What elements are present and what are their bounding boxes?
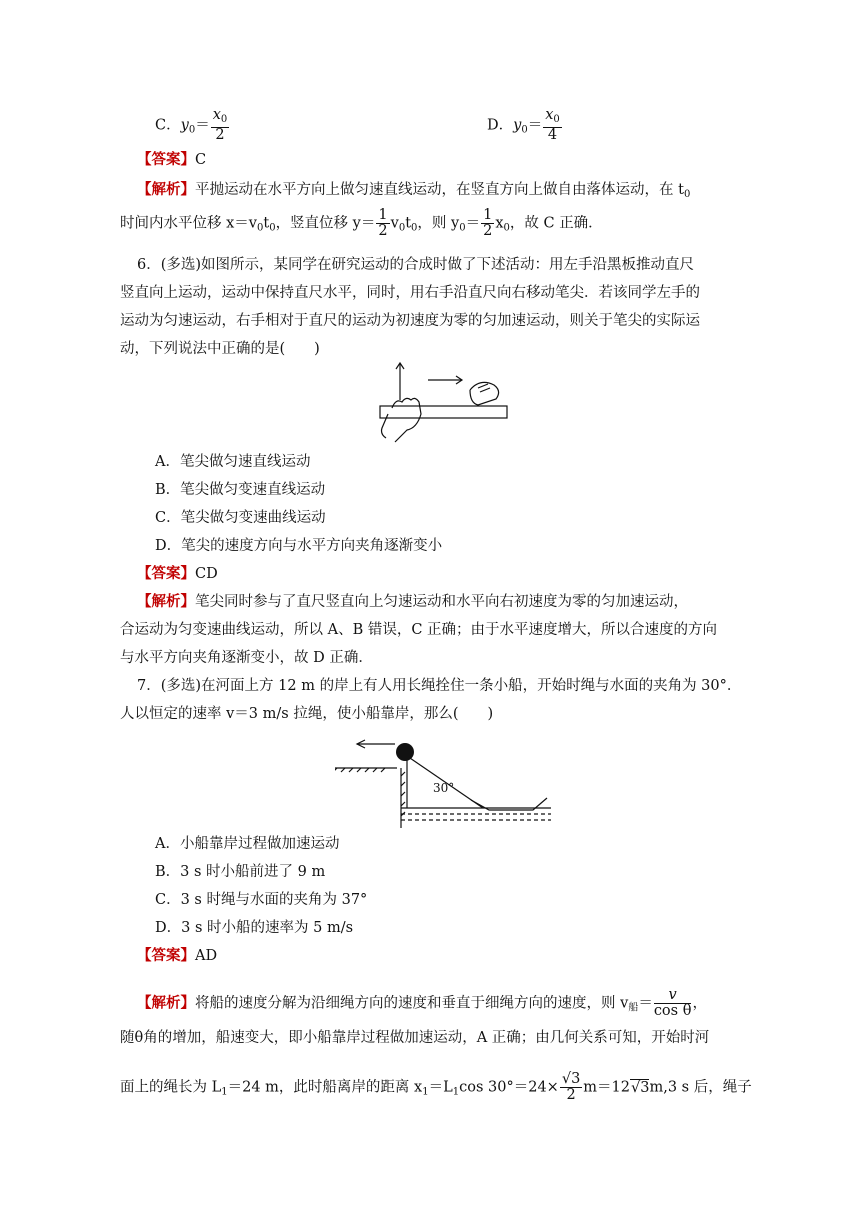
q6-analysis-2: 合运动为匀变速曲线运动，所以 A、B 错误，C 正确；由于水平速度增大，所以合速度的方向 bbox=[120, 622, 718, 638]
analysis-text: 时间内水平位移 x＝v bbox=[120, 215, 257, 232]
answer-tag: 【答案】 bbox=[137, 948, 195, 964]
fraction: $\frac{v}{\text{cos θ}}$ bbox=[653, 987, 692, 1019]
q7-option-a: A．小船靠岸过程做加速运动 bbox=[155, 836, 340, 852]
fraction: $\frac{√3}{2}$ bbox=[561, 1071, 581, 1103]
q6-analysis-3: 与水平方向夹角逐渐变小，故 D 正确． bbox=[120, 650, 373, 666]
option-label: D． bbox=[487, 117, 514, 134]
q7-stem-1: 7．(多选)在河面上方 12 m 的岸上有人用长绳拴住一条小船，开始时绳与水面的夹角为 30°． bbox=[137, 678, 742, 694]
analysis-text: ，则 y bbox=[417, 215, 460, 232]
q7-option-b: B．3 s 时小船前进了 9 m bbox=[155, 864, 326, 880]
var-y: y bbox=[513, 117, 522, 134]
subscript: 0 bbox=[220, 114, 228, 125]
q6-option-a: A．笔尖做匀速直线运动 bbox=[155, 454, 311, 470]
subscript: 0 bbox=[553, 114, 560, 125]
q6-stem-3: 运动为匀速运动，右手相对于直尺的运动为初速度为零的匀加速运动，则关于笔尖的实际运 bbox=[120, 313, 700, 329]
q7-stem-2: 人以恒定的速率 v＝3 m/s 拉绳，使小船靠岸，那么( ) bbox=[120, 706, 494, 722]
q6-stem-2: 竖直向上运动，运动中保持直尺水平，同时，用右手沿直尺向右移动笔尖．若该同学左手的 bbox=[120, 285, 700, 301]
analysis-tag: 【解析】 bbox=[137, 182, 195, 198]
analysis-text: t bbox=[405, 215, 412, 232]
q7-analysis-1 bbox=[137, 988, 707, 1019]
q6-option-b: B．笔尖做匀变速直线运动 bbox=[155, 482, 326, 498]
analysis-text: 平抛运动在水平方向上做匀速直线运动，在竖直方向上做自由落体运动，在 t bbox=[195, 182, 684, 198]
subscript: 船 bbox=[628, 1002, 639, 1014]
q5-analysis-line2: 时间内水平位移 $x=v_0t_0$，竖直位移 y＝ $\frac{1}{2}$ $v_0t_0$，则 $y_0=$ $\frac{1}{2}$ $x_0$，故 C 正确． bbox=[120, 207, 603, 239]
q7-analysis-2: 随θ角的增加，船速变大，即小船靠岸过程做加速运动，A 正确；由几何关系可知，开始时河 bbox=[120, 1030, 710, 1046]
q5-option-c bbox=[155, 108, 230, 143]
var-x: x bbox=[212, 107, 221, 123]
q6-stem-1: 6．(多选)如图所示，某同学在研究运动的合成时做了下述活动：用左手沿黑板推动直尺 bbox=[137, 257, 695, 273]
analysis-text: 将船的速度分解为沿细绳方向的速度和垂直于细绳方向的速度，则 v bbox=[195, 995, 629, 1012]
analysis-text: m,3 s 后，绳子 bbox=[649, 1079, 752, 1096]
q7-option-d: D．3 s 时小船的速率为 5 m/s bbox=[155, 920, 354, 936]
analysis-tag: 【解析】 bbox=[137, 995, 195, 1012]
subscript: 0 bbox=[683, 189, 691, 200]
option-label: C． bbox=[155, 117, 181, 134]
denominator: 2 bbox=[215, 127, 225, 143]
q6-option-d: D．笔尖的速度方向与水平方向夹角逐渐变小 bbox=[155, 538, 443, 554]
analysis-text: v bbox=[390, 215, 399, 232]
denominator: 4 bbox=[547, 127, 558, 143]
q6-analysis-1 bbox=[137, 592, 688, 612]
angle-label: 30° bbox=[433, 781, 455, 795]
analysis-text: m＝12 bbox=[583, 1079, 630, 1096]
q5-answer bbox=[137, 150, 206, 170]
var-x: x bbox=[545, 107, 554, 123]
fraction bbox=[543, 108, 562, 143]
subscript: 0 bbox=[521, 124, 528, 136]
q5-analysis-line1 bbox=[137, 180, 690, 205]
subscript: 0 bbox=[188, 124, 196, 136]
q7-analysis-3: 面上的绳长为 $L_1=24$ m，此时船离岸的距离 $x_1=L_1\cos$ 30°＝24× $\frac{√3}{2}$ m＝12√3m,3 s 后，绳子 bbox=[120, 1071, 752, 1103]
ruler-hand-figure bbox=[370, 360, 510, 445]
analysis-text: ，故 C 正确． bbox=[509, 215, 603, 232]
sqrt: √3 bbox=[631, 1079, 650, 1096]
answer-value: AD bbox=[195, 948, 218, 964]
analysis-text: cos 30°＝24× bbox=[459, 1079, 559, 1096]
analysis-tag: 【解析】 bbox=[137, 594, 195, 610]
q6-answer bbox=[137, 564, 218, 584]
fraction-half: $\frac{1}{2}$ bbox=[378, 207, 388, 239]
answer-value: CD bbox=[195, 566, 218, 582]
q6-stem-4: 动，下列说法中正确的是( ) bbox=[120, 341, 320, 357]
analysis-text: ，竖直位移 y＝ bbox=[275, 215, 376, 232]
fraction bbox=[211, 108, 230, 143]
analysis-text: 面上的绳长为 L bbox=[120, 1079, 222, 1096]
equals: ＝ bbox=[527, 117, 543, 134]
q5-option-d bbox=[487, 108, 563, 143]
var-y: y bbox=[180, 117, 189, 134]
answer-tag: 【答案】 bbox=[137, 152, 195, 168]
q7-answer bbox=[137, 946, 217, 966]
analysis-text: ， bbox=[692, 995, 707, 1012]
fraction-half: $\frac{1}{2}$ bbox=[483, 207, 493, 239]
answer-value: C bbox=[195, 152, 207, 168]
equals: ＝ bbox=[195, 117, 210, 134]
analysis-text: ＝L bbox=[428, 1079, 453, 1096]
q7-option-c: C．3 s 时绳与水面的夹角为 37° bbox=[155, 892, 368, 908]
answer-tag: 【答案】 bbox=[137, 566, 195, 582]
analysis-text: 笔尖同时参与了直尺竖直向上匀速运动和水平向右初速度为零的匀加速运动， bbox=[195, 594, 688, 610]
q6-option-c: C．笔尖做匀变速曲线运动 bbox=[155, 510, 326, 526]
analysis-text: ＝ bbox=[465, 215, 481, 232]
equals: ＝ bbox=[638, 995, 653, 1012]
analysis-text: x bbox=[495, 215, 504, 232]
boat-pulley-figure bbox=[335, 728, 555, 828]
analysis-text: ＝24 m，此时船离岸的距离 x bbox=[227, 1079, 423, 1096]
analysis-text: t bbox=[263, 215, 270, 232]
